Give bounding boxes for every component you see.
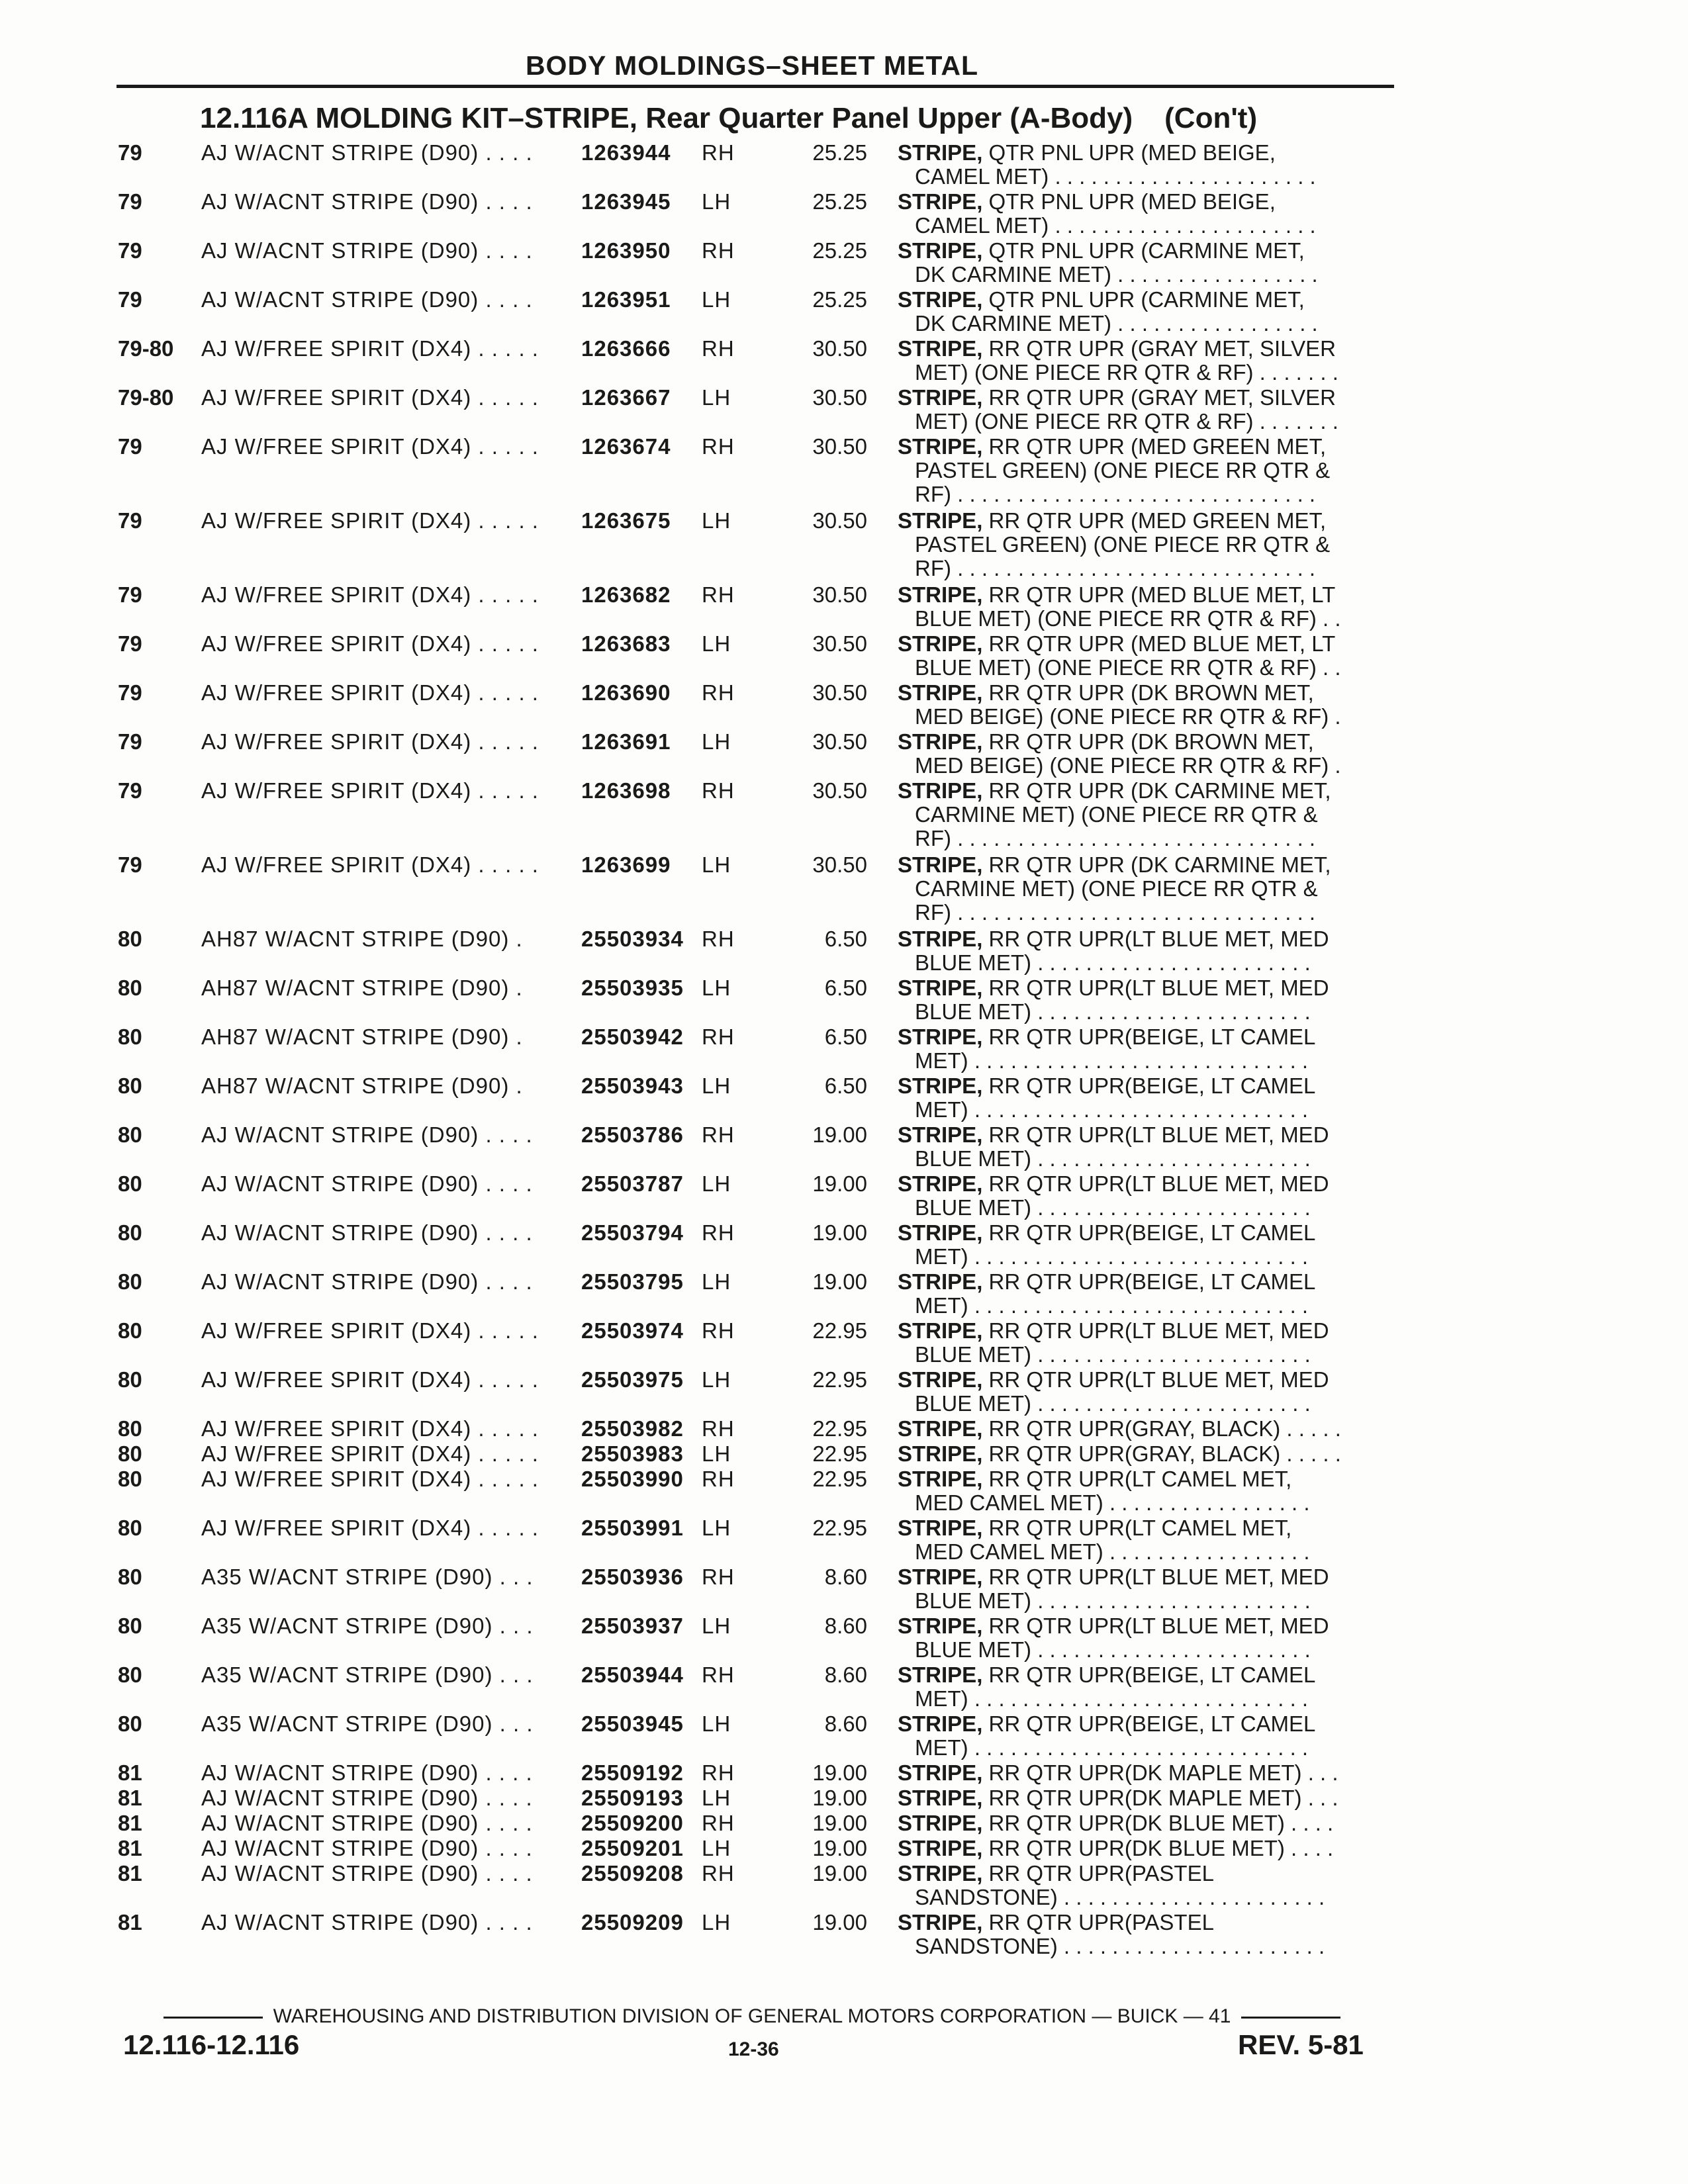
model-application: AJ W/ACNT STRIPE (D90) . . . . xyxy=(201,1910,533,1934)
description-line: BLUE MET) . . . . . . . . . . . . . . . . . . . . . . . xyxy=(915,1342,1311,1367)
description-line: CARMINE MET) (ONE PIECE RR QTR & xyxy=(915,802,1318,827)
description-line: BLUE MET) . . . . . . . . . . . . . . . . . . . . . . . xyxy=(915,1195,1311,1220)
model-year: 81 xyxy=(118,1861,142,1886)
side: RH xyxy=(702,1416,735,1441)
footer-page-number: 12-36 xyxy=(728,2038,779,2060)
price: 8.60 xyxy=(824,1614,867,1638)
part-number: 1263950 xyxy=(581,238,671,263)
description-line: STRIPE, RR QTR UPR(LT BLUE MET, MED xyxy=(898,1614,1329,1638)
description-line: CAMEL MET) . . . . . . . . . . . . . . . . . . . . . . xyxy=(915,213,1316,238)
description-line: STRIPE, QTR PNL UPR (MED BEIGE, xyxy=(898,140,1276,165)
model-application: AJ W/ACNT STRIPE (D90) . . . . xyxy=(201,140,533,165)
model-application: AJ W/ACNT STRIPE (D90) . . . . xyxy=(201,287,533,312)
model-year: 79-80 xyxy=(118,385,174,410)
model-application: A35 W/ACNT STRIPE (D90) . . . xyxy=(201,1662,534,1687)
description-line: MET) . . . . . . . . . . . . . . . . . . . . . . . . . . . . xyxy=(915,1293,1309,1318)
model-year: 80 xyxy=(118,1565,142,1589)
description-line: STRIPE, RR QTR UPR(LT BLUE MET, MED xyxy=(898,1171,1329,1196)
description-line: BLUE MET) . . . . . . . . . . . . . . . . . . . . . . . xyxy=(915,999,1311,1024)
side: RH xyxy=(702,582,735,607)
price: 25.25 xyxy=(812,238,867,263)
model-application: AJ W/ACNT STRIPE (D90) . . . . xyxy=(201,1811,533,1835)
side: LH xyxy=(702,1786,731,1810)
description-line: MED CAMEL MET) . . . . . . . . . . . . . . . . . xyxy=(915,1539,1310,1564)
side: LH xyxy=(702,1269,731,1294)
part-number: 25503934 xyxy=(581,927,684,951)
model-year: 79 xyxy=(118,140,142,165)
description-line: STRIPE, RR QTR UPR(BEIGE, LT CAMEL xyxy=(898,1024,1316,1049)
side: RH xyxy=(702,1318,735,1343)
model-year: 80 xyxy=(118,1662,142,1687)
description-line: BLUE MET) . . . . . . . . . . . . . . . . . . . . . . . xyxy=(915,950,1311,975)
model-application: AJ W/ACNT STRIPE (D90) . . . . xyxy=(201,1861,533,1886)
model-year: 80 xyxy=(118,1024,142,1049)
model-application: AJ W/ACNT STRIPE (D90) . . . . xyxy=(201,1836,533,1860)
model-year: 79 xyxy=(118,238,142,263)
part-number: 1263944 xyxy=(581,140,671,165)
model-application: AJ W/FREE SPIRIT (DX4) . . . . . xyxy=(201,1318,539,1343)
description-line: STRIPE, RR QTR UPR(PASTEL xyxy=(898,1910,1214,1934)
price: 30.50 xyxy=(812,508,867,533)
model-year: 80 xyxy=(118,1122,142,1147)
price: 25.25 xyxy=(812,140,867,165)
page-header: BODY MOLDINGS–SHEET METAL xyxy=(525,50,979,81)
side: RH xyxy=(702,1467,735,1491)
side: RH xyxy=(702,778,735,803)
description-line: STRIPE, RR QTR UPR (DK CARMINE MET, xyxy=(898,778,1331,803)
model-year: 80 xyxy=(118,1467,142,1491)
description-line: STRIPE, RR QTR UPR(LT BLUE MET, MED xyxy=(898,1367,1329,1392)
description-line: RF) . . . . . . . . . . . . . . . . . . . . . . . . . . . . . . xyxy=(915,482,1316,506)
description-line: STRIPE, RR QTR UPR(BEIGE, LT CAMEL xyxy=(898,1662,1316,1687)
price: 30.50 xyxy=(812,434,867,459)
description-line: SANDSTONE) . . . . . . . . . . . . . . . . . . . . . . xyxy=(915,1934,1325,1958)
description-line: STRIPE, QTR PNL UPR (CARMINE MET, xyxy=(898,238,1305,263)
side: LH xyxy=(702,852,731,877)
model-application: AJ W/FREE SPIRIT (DX4) . . . . . xyxy=(201,852,539,877)
part-number: 25503991 xyxy=(581,1516,684,1540)
model-year: 79 xyxy=(118,680,142,705)
model-year: 79 xyxy=(118,778,142,803)
footer-revision: REV. 5-81 xyxy=(1238,2029,1364,2060)
side: LH xyxy=(702,385,731,410)
side: RH xyxy=(702,140,735,165)
description-line: STRIPE, RR QTR UPR(GRAY, BLACK) . . . . . xyxy=(898,1441,1341,1466)
footer-publisher-text: WAREHOUSING AND DISTRIBUTION DIVISION OF GENERAL MOTORS CORPORATION — BUICK — 41 xyxy=(273,2005,1231,2027)
part-number: 1263690 xyxy=(581,680,671,705)
model-year: 80 xyxy=(118,1220,142,1245)
side: RH xyxy=(702,1861,735,1886)
price: 19.00 xyxy=(812,1910,867,1934)
part-number: 1263682 xyxy=(581,582,671,607)
side: RH xyxy=(702,336,735,361)
description-line: MED BEIGE) (ONE PIECE RR QTR & RF) . xyxy=(915,753,1341,778)
model-application: AJ W/FREE SPIRIT (DX4) . . . . . xyxy=(201,385,539,410)
model-application: AJ W/FREE SPIRIT (DX4) . . . . . xyxy=(201,1441,539,1466)
model-application: AJ W/FREE SPIRIT (DX4) . . . . . xyxy=(201,1367,539,1392)
side: RH xyxy=(702,1220,735,1245)
part-number: 25503942 xyxy=(581,1024,684,1049)
description-line: DK CARMINE MET) . . . . . . . . . . . . . . . . . xyxy=(915,262,1318,287)
model-year: 79 xyxy=(118,508,142,533)
continued-label: (Con't) xyxy=(1164,102,1258,134)
description-line: MET) . . . . . . . . . . . . . . . . . . . . . . . . . . . . xyxy=(915,1097,1309,1122)
model-year: 81 xyxy=(118,1910,142,1934)
model-year: 79 xyxy=(118,852,142,877)
part-number: 1263674 xyxy=(581,434,671,459)
side: LH xyxy=(702,1516,731,1540)
model-application: AJ W/ACNT STRIPE (D90) . . . . xyxy=(201,1786,533,1810)
part-number: 25503937 xyxy=(581,1614,684,1638)
part-number: 25509208 xyxy=(581,1861,684,1886)
side: LH xyxy=(702,976,731,1000)
price: 22.95 xyxy=(812,1318,867,1343)
price: 30.50 xyxy=(812,385,867,410)
model-application: AJ W/FREE SPIRIT (DX4) . . . . . xyxy=(201,508,539,533)
part-number: 25503787 xyxy=(581,1171,684,1196)
model-application: AJ W/ACNT STRIPE (D90) . . . . xyxy=(201,1220,533,1245)
side: RH xyxy=(702,927,735,951)
part-number: 25509209 xyxy=(581,1910,684,1934)
price: 25.25 xyxy=(812,189,867,214)
side: RH xyxy=(702,680,735,705)
description-line: PASTEL GREEN) (ONE PIECE RR QTR & xyxy=(915,458,1331,482)
price: 30.50 xyxy=(812,336,867,361)
section-title-text: 12.116A MOLDING KIT–STRIPE, Rear Quarter Panel Upper (A-Body) xyxy=(200,102,1133,134)
description-line: STRIPE, RR QTR UPR (GRAY MET, SILVER xyxy=(898,385,1336,410)
price: 30.50 xyxy=(812,852,867,877)
part-number: 1263666 xyxy=(581,336,671,361)
model-application: A35 W/ACNT STRIPE (D90) . . . xyxy=(201,1614,534,1638)
part-number: 1263945 xyxy=(581,189,671,214)
price: 8.60 xyxy=(824,1662,867,1687)
description-line: STRIPE, RR QTR UPR(DK BLUE MET) . . . . xyxy=(898,1811,1334,1835)
side: RH xyxy=(702,238,735,263)
price: 19.00 xyxy=(812,1861,867,1886)
description-line: STRIPE, RR QTR UPR (MED BLUE MET, LT xyxy=(898,631,1336,656)
model-application: AH87 W/ACNT STRIPE (D90) . xyxy=(201,976,523,1000)
part-number: 25503795 xyxy=(581,1269,684,1294)
price: 6.50 xyxy=(824,1024,867,1049)
price: 30.50 xyxy=(812,631,867,656)
part-number: 25503786 xyxy=(581,1122,684,1147)
part-number: 25503944 xyxy=(581,1662,684,1687)
footer-publisher xyxy=(123,2005,1381,2028)
side: RH xyxy=(702,434,735,459)
model-year: 80 xyxy=(118,1367,142,1392)
side: LH xyxy=(702,1836,731,1860)
description-line: PASTEL GREEN) (ONE PIECE RR QTR & xyxy=(915,532,1331,557)
part-number: 1263698 xyxy=(581,778,671,803)
model-year: 80 xyxy=(118,1073,142,1098)
model-application: AJ W/ACNT STRIPE (D90) . . . . xyxy=(201,1171,533,1196)
part-number: 1263683 xyxy=(581,631,671,656)
description-line: MET) . . . . . . . . . . . . . . . . . . . . . . . . . . . . xyxy=(915,1686,1309,1711)
side: LH xyxy=(702,189,731,214)
description-line: RF) . . . . . . . . . . . . . . . . . . . . . . . . . . . . . . xyxy=(915,556,1316,580)
description-line: STRIPE, RR QTR UPR(BEIGE, LT CAMEL xyxy=(898,1220,1316,1245)
footer-rule-left xyxy=(164,2017,263,2019)
price: 6.50 xyxy=(824,927,867,951)
part-number: 25503975 xyxy=(581,1367,684,1392)
description-line: STRIPE, RR QTR UPR (DK BROWN MET, xyxy=(898,680,1314,705)
model-year: 79 xyxy=(118,434,142,459)
description-line: BLUE MET) (ONE PIECE RR QTR & RF) . . xyxy=(915,655,1341,680)
side: LH xyxy=(702,1910,731,1934)
price: 22.95 xyxy=(812,1441,867,1466)
description-line: STRIPE, RR QTR UPR(LT CAMEL MET, xyxy=(898,1467,1292,1491)
description-line: CAMEL MET) . . . . . . . . . . . . . . . . . . . . . . xyxy=(915,164,1316,189)
description-line: STRIPE, RR QTR UPR(BEIGE, LT CAMEL xyxy=(898,1073,1316,1098)
part-number: 25503935 xyxy=(581,976,684,1000)
price: 22.95 xyxy=(812,1416,867,1441)
description-line: BLUE MET) . . . . . . . . . . . . . . . . . . . . . . . xyxy=(915,1637,1311,1662)
model-year: 79 xyxy=(118,287,142,312)
side: RH xyxy=(702,1811,735,1835)
description-line: STRIPE, RR QTR UPR(LT BLUE MET, MED xyxy=(898,976,1329,1000)
description-line: STRIPE, QTR PNL UPR (CARMINE MET, xyxy=(898,287,1305,312)
description-line: STRIPE, RR QTR UPR(DK MAPLE MET) . . . xyxy=(898,1760,1338,1785)
model-application: AJ W/FREE SPIRIT (DX4) . . . . . xyxy=(201,680,539,705)
model-year: 80 xyxy=(118,1614,142,1638)
description-line: MET) . . . . . . . . . . . . . . . . . . . . . . . . . . . . xyxy=(915,1048,1309,1073)
price: 19.00 xyxy=(812,1122,867,1147)
part-number: 1263691 xyxy=(581,729,671,754)
part-number: 25509192 xyxy=(581,1760,684,1785)
model-year: 79-80 xyxy=(118,336,174,361)
description-line: STRIPE, RR QTR UPR(BEIGE, LT CAMEL xyxy=(898,1711,1316,1736)
part-number: 25509200 xyxy=(581,1811,684,1835)
description-line: STRIPE, RR QTR UPR(LT BLUE MET, MED xyxy=(898,1318,1329,1343)
description-line: RF) . . . . . . . . . . . . . . . . . . . . . . . . . . . . . . xyxy=(915,900,1316,925)
model-application: AJ W/ACNT STRIPE (D90) . . . . xyxy=(201,189,533,214)
description-line: MED CAMEL MET) . . . . . . . . . . . . . . . . . xyxy=(915,1490,1310,1515)
side: RH xyxy=(702,1565,735,1589)
model-year: 80 xyxy=(118,927,142,951)
part-number: 25503943 xyxy=(581,1073,684,1098)
description-line: STRIPE, RR QTR UPR(LT BLUE MET, MED xyxy=(898,1565,1329,1589)
model-application: AH87 W/ACNT STRIPE (D90) . xyxy=(201,1024,523,1049)
description-line: STRIPE, RR QTR UPR(GRAY, BLACK) . . . . . xyxy=(898,1416,1341,1441)
side: LH xyxy=(702,287,731,312)
model-application: AJ W/FREE SPIRIT (DX4) . . . . . xyxy=(201,1467,539,1491)
model-year: 80 xyxy=(118,1711,142,1736)
model-year: 80 xyxy=(118,1416,142,1441)
description-line: STRIPE, RR QTR UPR (GRAY MET, SILVER xyxy=(898,336,1336,361)
part-number: 25503794 xyxy=(581,1220,684,1245)
model-year: 79 xyxy=(118,631,142,656)
model-application: AJ W/FREE SPIRIT (DX4) . . . . . xyxy=(201,1516,539,1540)
description-line: CARMINE MET) (ONE PIECE RR QTR & xyxy=(915,876,1318,901)
model-application: AJ W/FREE SPIRIT (DX4) . . . . . xyxy=(201,631,539,656)
price: 30.50 xyxy=(812,582,867,607)
part-number: 1263667 xyxy=(581,385,671,410)
price: 6.50 xyxy=(824,976,867,1000)
description-line: STRIPE, RR QTR UPR (DK CARMINE MET, xyxy=(898,852,1331,877)
model-year: 80 xyxy=(118,1269,142,1294)
description-line: STRIPE, RR QTR UPR(LT BLUE MET, MED xyxy=(898,1122,1329,1147)
price: 19.00 xyxy=(812,1171,867,1196)
part-number: 25503982 xyxy=(581,1416,684,1441)
description-line: STRIPE, RR QTR UPR (MED GREEN MET, xyxy=(898,434,1327,459)
description-line: MET) . . . . . . . . . . . . . . . . . . . . . . . . . . . . xyxy=(915,1244,1309,1269)
price: 19.00 xyxy=(812,1269,867,1294)
part-number: 25509193 xyxy=(581,1786,684,1810)
model-application: AH87 W/ACNT STRIPE (D90) . xyxy=(201,1073,523,1098)
price: 30.50 xyxy=(812,680,867,705)
part-number: 1263699 xyxy=(581,852,671,877)
model-application: AJ W/ACNT STRIPE (D90) . . . . xyxy=(201,238,533,263)
side: LH xyxy=(702,1171,731,1196)
side: RH xyxy=(702,1760,735,1785)
model-year: 81 xyxy=(118,1760,142,1785)
description-line: STRIPE, RR QTR UPR(DK MAPLE MET) . . . xyxy=(898,1786,1338,1810)
side: RH xyxy=(702,1122,735,1147)
model-year: 80 xyxy=(118,1441,142,1466)
price: 6.50 xyxy=(824,1073,867,1098)
description-line: SANDSTONE) . . . . . . . . . . . . . . . . . . . . . . xyxy=(915,1885,1325,1909)
model-application: AH87 W/ACNT STRIPE (D90) . xyxy=(201,927,523,951)
description-line: MET) . . . . . . . . . . . . . . . . . . . . . . . . . . . . xyxy=(915,1735,1309,1760)
price: 19.00 xyxy=(812,1760,867,1785)
description-line: STRIPE, RR QTR UPR(PASTEL xyxy=(898,1861,1214,1886)
model-application: AJ W/FREE SPIRIT (DX4) . . . . . xyxy=(201,582,539,607)
side: LH xyxy=(702,1441,731,1466)
model-year: 81 xyxy=(118,1811,142,1835)
model-application: AJ W/FREE SPIRIT (DX4) . . . . . xyxy=(201,1416,539,1441)
model-application: AJ W/ACNT STRIPE (D90) . . . . xyxy=(201,1122,533,1147)
side: RH xyxy=(702,1662,735,1687)
part-number: 1263951 xyxy=(581,287,671,312)
description-line: BLUE MET) (ONE PIECE RR QTR & RF) . . xyxy=(915,606,1341,631)
description-line: STRIPE, RR QTR UPR (MED BLUE MET, LT xyxy=(898,582,1336,607)
side: LH xyxy=(702,508,731,533)
price: 30.50 xyxy=(812,778,867,803)
description-line: BLUE MET) . . . . . . . . . . . . . . . . . . . . . . . xyxy=(915,1588,1311,1613)
description-line: STRIPE, RR QTR UPR (DK BROWN MET, xyxy=(898,729,1314,754)
price: 30.50 xyxy=(812,729,867,754)
description-line: STRIPE, RR QTR UPR(LT CAMEL MET, xyxy=(898,1516,1292,1540)
side: RH xyxy=(702,1024,735,1049)
description-line: RF) . . . . . . . . . . . . . . . . . . . . . . . . . . . . . . xyxy=(915,826,1316,850)
side: LH xyxy=(702,1711,731,1736)
price: 22.95 xyxy=(812,1367,867,1392)
model-application: AJ W/ACNT STRIPE (D90) . . . . xyxy=(201,1269,533,1294)
description-line: BLUE MET) . . . . . . . . . . . . . . . . . . . . . . . xyxy=(915,1391,1311,1416)
price: 19.00 xyxy=(812,1836,867,1860)
description-line: MED BEIGE) (ONE PIECE RR QTR & RF) . xyxy=(915,704,1341,729)
description-line: STRIPE, QTR PNL UPR (MED BEIGE, xyxy=(898,189,1276,214)
model-application: A35 W/ACNT STRIPE (D90) . . . xyxy=(201,1565,534,1589)
price: 8.60 xyxy=(824,1565,867,1589)
model-year: 79 xyxy=(118,729,142,754)
side: LH xyxy=(702,1367,731,1392)
description-line: BLUE MET) . . . . . . . . . . . . . . . . . . . . . . . xyxy=(915,1146,1311,1171)
footer-section-range: 12.116-12.116 xyxy=(123,2029,300,2060)
model-year: 80 xyxy=(118,1516,142,1540)
side: LH xyxy=(702,631,731,656)
description-line: MET) (ONE PIECE RR QTR & RF) . . . . . . . xyxy=(915,409,1338,433)
model-application: AJ W/FREE SPIRIT (DX4) . . . . . xyxy=(201,336,539,361)
footer-rule-right xyxy=(1241,2017,1340,2019)
model-year: 80 xyxy=(118,1318,142,1343)
model-year: 79 xyxy=(118,189,142,214)
price: 25.25 xyxy=(812,287,867,312)
description-line: MET) (ONE PIECE RR QTR & RF) . . . . . . . xyxy=(915,360,1338,385)
description-line: STRIPE, RR QTR UPR (MED GREEN MET, xyxy=(898,508,1327,533)
model-application: AJ W/FREE SPIRIT (DX4) . . . . . xyxy=(201,729,539,754)
description-line: STRIPE, RR QTR UPR(DK BLUE MET) . . . . xyxy=(898,1836,1334,1860)
model-application: A35 W/ACNT STRIPE (D90) . . . xyxy=(201,1711,534,1736)
side: LH xyxy=(702,1614,731,1638)
price: 8.60 xyxy=(824,1711,867,1736)
price: 19.00 xyxy=(812,1220,867,1245)
model-application: AJ W/FREE SPIRIT (DX4) . . . . . xyxy=(201,434,539,459)
price: 22.95 xyxy=(812,1516,867,1540)
part-number: 25503936 xyxy=(581,1565,684,1589)
model-year: 81 xyxy=(118,1836,142,1860)
description-line: STRIPE, RR QTR UPR(LT BLUE MET, MED xyxy=(898,927,1329,951)
model-application: AJ W/FREE SPIRIT (DX4) . . . . . xyxy=(201,778,539,803)
price: 22.95 xyxy=(812,1467,867,1491)
side: LH xyxy=(702,729,731,754)
part-number: 1263675 xyxy=(581,508,671,533)
model-application: AJ W/ACNT STRIPE (D90) . . . . xyxy=(201,1760,533,1785)
description-line: STRIPE, RR QTR UPR(BEIGE, LT CAMEL xyxy=(898,1269,1316,1294)
part-number: 25509201 xyxy=(581,1836,684,1860)
part-number: 25503945 xyxy=(581,1711,684,1736)
side: LH xyxy=(702,1073,731,1098)
part-number: 25503990 xyxy=(581,1467,684,1491)
model-year: 80 xyxy=(118,976,142,1000)
description-line: DK CARMINE MET) . . . . . . . . . . . . . . . . . xyxy=(915,311,1318,336)
part-number: 25503974 xyxy=(581,1318,684,1343)
price: 19.00 xyxy=(812,1811,867,1835)
model-year: 80 xyxy=(118,1171,142,1196)
part-number: 25503983 xyxy=(581,1441,684,1466)
model-year: 79 xyxy=(118,582,142,607)
model-year: 81 xyxy=(118,1786,142,1810)
price: 19.00 xyxy=(812,1786,867,1810)
